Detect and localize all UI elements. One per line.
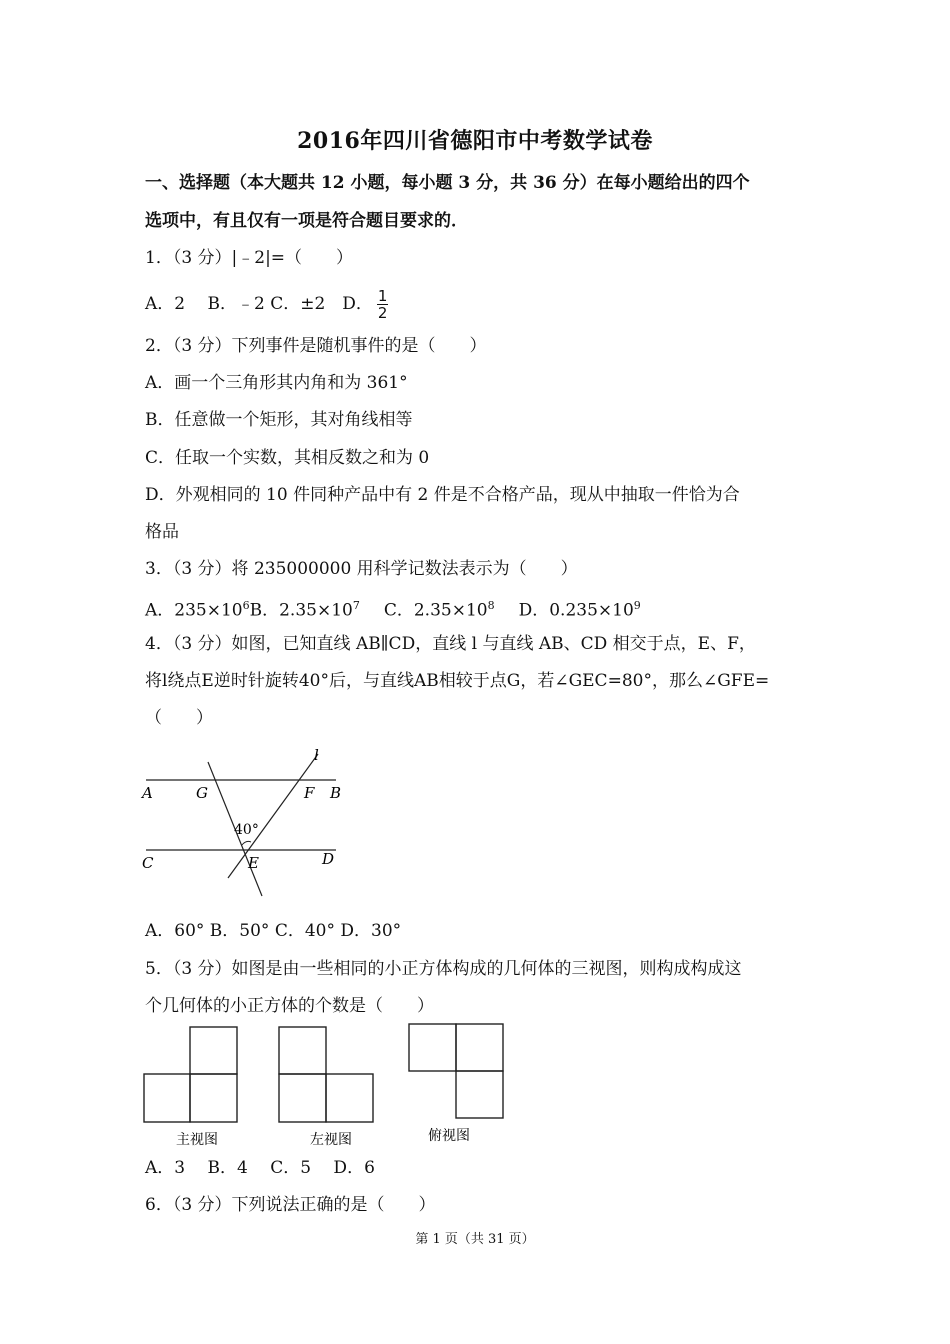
q3-option-d: D．0.235×10 [518, 600, 634, 621]
q2-option-b: B．任意做一个矩形，其对角线相等 [145, 410, 413, 430]
q3-stem: 3．（3 分）将 235000000 用科学记数法表示为（ ） [145, 559, 578, 579]
label-d: D [322, 850, 335, 868]
label-g: G [196, 784, 208, 802]
page-title: 2016年四川省德阳市中考数学试卷 [297, 128, 653, 154]
top-view [409, 1024, 503, 1118]
q1-options [145, 288, 388, 321]
label-angle: 40° [234, 822, 259, 838]
q3-option-b-exp: 7 [352, 599, 360, 612]
page-footer: 第 1 页（共 31 页） [415, 1232, 535, 1247]
line-l [228, 754, 318, 878]
q1-frac-den: 2 [377, 304, 388, 322]
caption-left: 左视图 [310, 1132, 352, 1148]
q3-option-c-exp: 8 [487, 599, 495, 612]
q2-option-d-line2: 格品 [145, 522, 179, 542]
q5-figure [140, 1020, 510, 1150]
angle-arc [242, 841, 251, 845]
label-b: B [330, 784, 342, 802]
caption-top: 俯视图 [428, 1128, 470, 1144]
q1-options-text: A．2 B．﹣2 C．±2 D． [145, 294, 373, 314]
section-heading-line2: 选项中，有且仅有一项是符合题目要求的． [145, 211, 468, 231]
label-f: F [304, 784, 315, 802]
label-c: C [142, 854, 154, 872]
q4-figure [138, 742, 358, 902]
q6-stem: 6．（3 分）下列说法正确的是（ ） [145, 1195, 436, 1215]
q2-option-d-line1: D．外观相同的 10 件同种产品中有 2 件是不合格产品，现从中抽取一件恰为合 [145, 485, 740, 505]
q3-option-a: A．235×10 [145, 600, 243, 621]
section-heading-line1: 一、选择题（本大题共 12 小题，每小题 3 分，共 36 分）在每小题给出的四个 [145, 173, 750, 193]
q5-line2: 个几何体的小正方体的个数是（ ） [145, 996, 434, 1016]
q2-stem: 2．（3 分）下列事件是随机事件的是（ ） [145, 336, 487, 356]
q3-option-d-exp: 9 [633, 599, 641, 612]
q5-options: A．3 B．4 C．5 D．6 [145, 1158, 375, 1178]
q1-stem: 1．（3 分）|﹣2|=（ ） [145, 248, 354, 268]
q5-line1: 5．（3 分）如图是由一些相同的小正方体构成的几何体的三视图，则构成构成这 [145, 959, 742, 979]
caption-front: 主视图 [176, 1132, 218, 1148]
q3-option-c: C．2.35×10 [383, 600, 488, 621]
label-l: l [314, 746, 319, 764]
q1-fraction [377, 288, 389, 321]
q1-frac-num: 1 [377, 287, 388, 305]
label-a: A [142, 784, 153, 802]
q2-option-a: A．画一个三角形其内角和为 361° [145, 373, 408, 393]
left-view [279, 1027, 373, 1122]
q3-option-b: B．2.35×10 [249, 600, 353, 621]
q4-line2: 将l绕点E逆时针旋转40°后，与直线AB相较于点G，若∠GEC=80°，那么∠GFE= [145, 671, 770, 691]
q3-options [145, 595, 641, 622]
q4-line3: （ ） [145, 708, 213, 728]
label-e: E [248, 854, 259, 872]
q2-option-c: C．任取一个实数，其相反数之和为 0 [145, 448, 430, 468]
q4-line1: 4．（3 分）如图，已知直线 AB∥CD，直线 l 与直线 AB、CD 相交于点，E、F， [145, 634, 756, 654]
q4-options: A．60° B．50° C．40° D．30° [145, 921, 402, 941]
q3-option-a-exp: 6 [242, 599, 250, 612]
front-view [144, 1027, 237, 1122]
